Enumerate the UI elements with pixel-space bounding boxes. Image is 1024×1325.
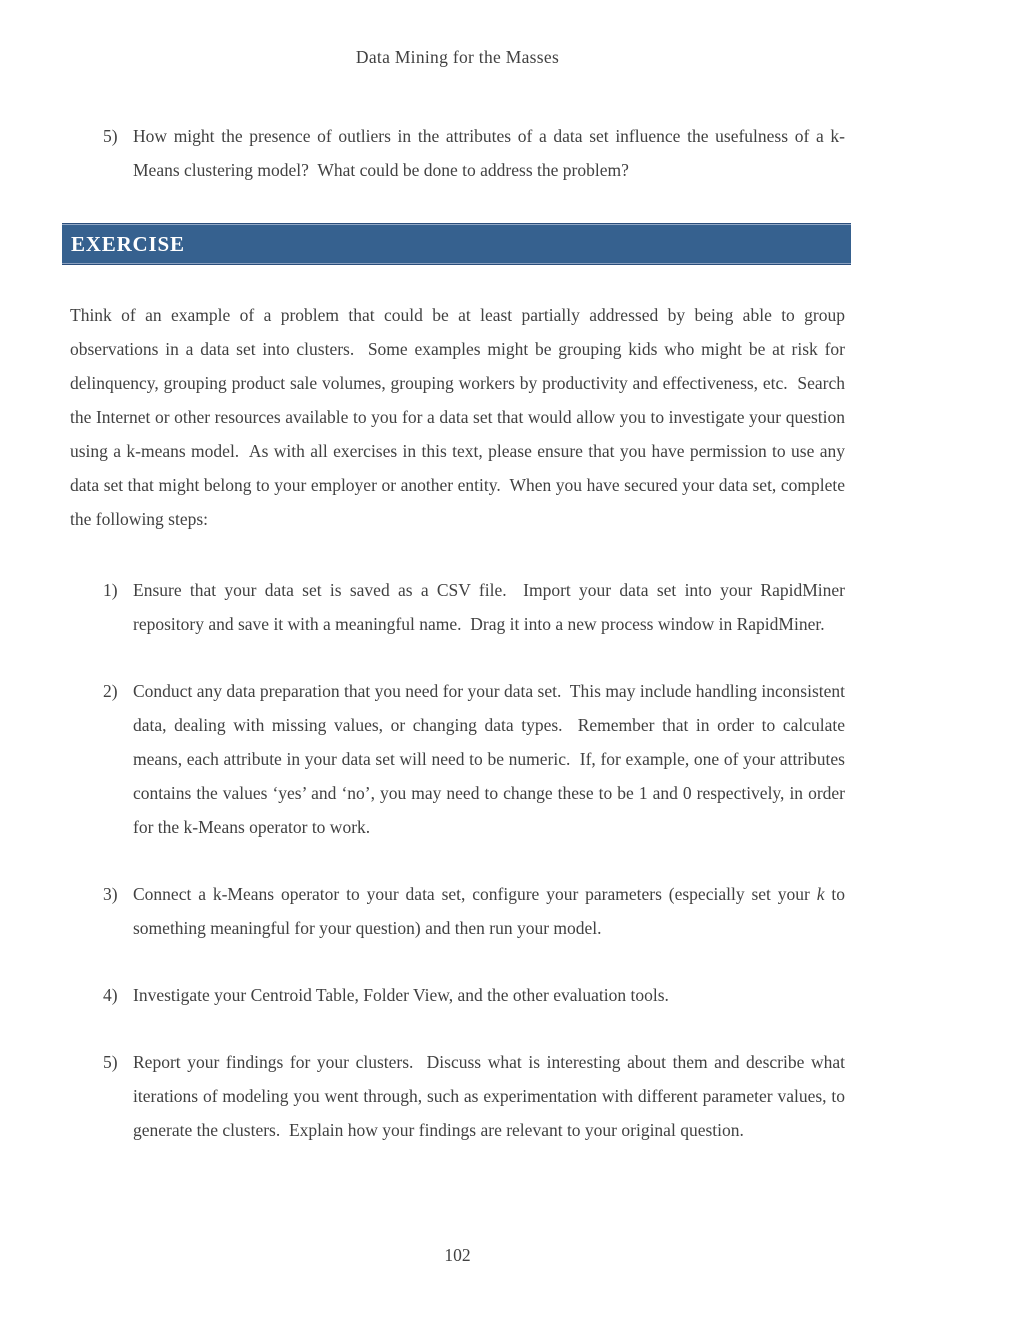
exercise-steps	[70, 573, 850, 1180]
page-number: 102	[444, 1245, 471, 1265]
list-item-number: 1)	[103, 580, 118, 600]
list-item-text: Conduct any data preparation that you need for your data set. This may include handling inconsistent data, dealing with missing values, or changing data types. Remember that in order to calculate means, each attribute in your data set will need to be numeric. If, for example, one of your attributes contains the values ‘yes’ and ‘no’, you may need to change these to be 1 and 0 respectively, in order for the k-Means operator to work.	[133, 681, 850, 837]
review-question-5	[70, 119, 845, 187]
section-title: EXERCISE	[71, 231, 185, 256]
exercise-intro-paragraph: Think of an example of a problem that could be at least partially addressed by being able to group observations in a data set into clusters. Some examples might be grouping kids who might be at risk for delinquency, grouping product sale volumes, grouping workers by productivity and effectiveness, etc. Search the Internet or other resources available to you for a data set that would allow you to investigate your question using a k-means model. As with all exercises in this text, please ensure that you have permission to use any data set that might belong to your employer or another entity. When you have secured your data set, complete the following steps:	[70, 305, 850, 529]
list-item-text: Connect a k-Means operator to your data set, configure your parameters (especially set your k to something meaningful for your question) and then run your model.	[133, 884, 850, 938]
list-item	[70, 1045, 850, 1147]
question-number: 5)	[103, 126, 118, 146]
list-item-number: 5)	[103, 1052, 118, 1072]
exercise-section-banner	[62, 224, 851, 264]
list-item-number: 4)	[103, 985, 118, 1005]
list-item	[70, 877, 850, 945]
list-item	[70, 674, 850, 844]
running-header: Data Mining for the Masses	[355, 47, 560, 67]
list-item-text: Report your findings for your clusters. Discuss what is interesting about them and describe what iterations of modeling you went through, such as experimentation with different parameter values, to generate the clusters. Explain how your findings are relevant to your original question.	[133, 1052, 850, 1140]
list-item-text: Investigate your Centroid Table, Folder View, and the other evaluation tools.	[133, 985, 669, 1005]
list-item-number: 3)	[103, 884, 118, 904]
list-item-number: 2)	[103, 681, 118, 701]
question-text: How might the presence of outliers in the attributes of a data set influence the usefulness of a k-Means clustering model? What could be done to address the problem?	[133, 126, 845, 180]
list-item	[70, 978, 845, 1012]
list-item	[70, 573, 850, 641]
list-item-text: Ensure that your data set is saved as a CSV file. Import your data set into your RapidMiner repository and save it with a meaningful name. Drag it into a new process window in RapidMiner.	[133, 580, 850, 634]
